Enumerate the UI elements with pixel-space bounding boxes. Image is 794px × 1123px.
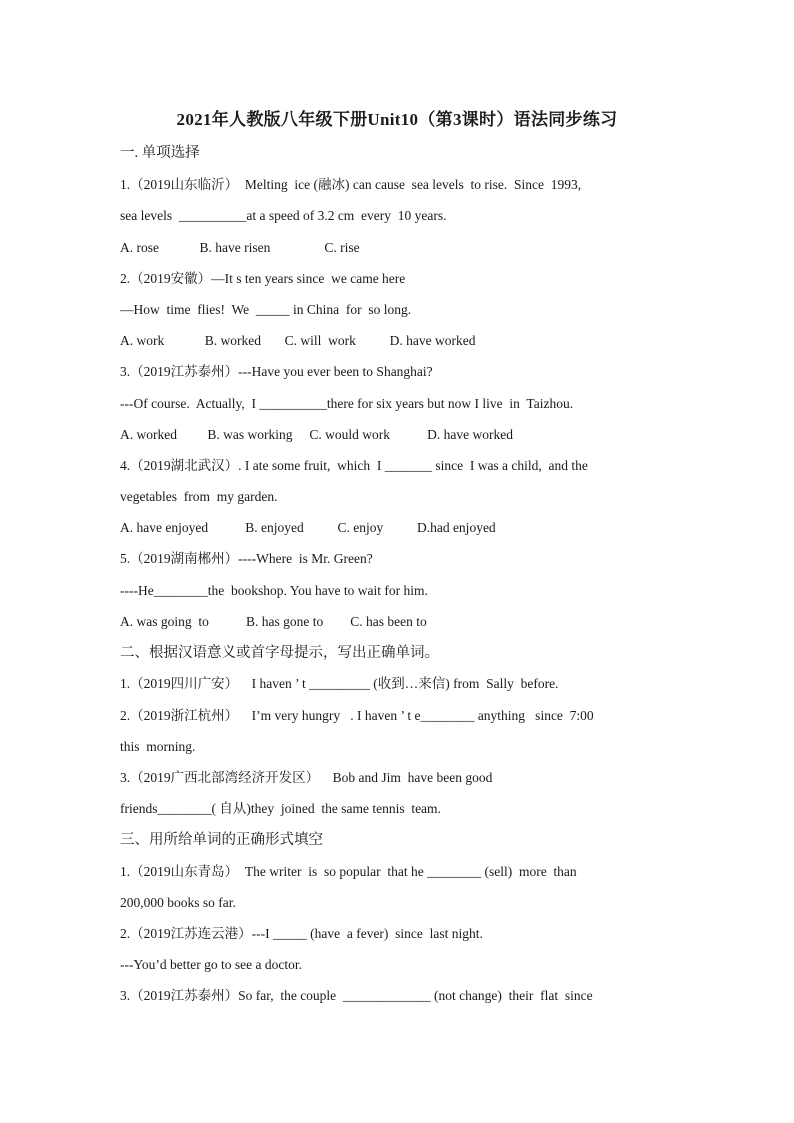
question-line: 1.（2019山东青岛） The writer is so popular that he ________ (sell) more than (120, 864, 577, 879)
question-line: 2.（2019江苏连云港）---I _____ (have a fever) since last night. (120, 926, 483, 941)
question-line: 200,000 books so far. (120, 895, 236, 910)
question-line: 3.（2019江苏泰州）---Have you ever been to Shanghai? (120, 364, 433, 379)
question-line: —How time flies! We _____ in China for so long. (120, 302, 412, 317)
question-line: 5.（2019湖南郴州）----Where is Mr. Green? (120, 551, 373, 566)
options-line: A. have enjoyed B. enjoyed C. enjoy D.had enjoyed (120, 520, 496, 535)
question-line: 4.（2019湖北武汉）. I ate some fruit, which I _______ since I was a child, and the (120, 458, 588, 473)
options-line: A. worked B. was working C. would work D. have worked (120, 427, 513, 442)
options-line: A. work B. worked C. will work D. have worked (120, 333, 476, 348)
question-line: sea levels __________at a speed of 3.2 cm every 10 years. (120, 208, 447, 223)
section-heading: 二、根据汉语意义或首字母提示，写出正确单词。 (120, 645, 439, 661)
question-line: 1.（2019山东临沂） Melting ice (融冰) can cause sea levels to rise. Since 1993, (120, 177, 582, 192)
question-line: ---You’d better go to see a doctor. (120, 957, 302, 972)
page-title: 2021年人教版八年级下册Unit10（第3课时）语法同步练习 (176, 110, 618, 129)
question-line: 1.（2019四川广安） I haven ’ t _________ (收到…来信) from Sally before. (120, 676, 559, 691)
question-line: friends________( 自从)they joined the same tennis team. (120, 801, 441, 816)
question-line: 3.（2019广西北部湾经济开发区） Bob and Jim have been good (120, 770, 493, 785)
question-line: 2.（2019浙江杭州） I’m very hungry . I haven ’ t e________ anything since 7:00 (120, 708, 594, 723)
question-line: ---Of course. Actually, I __________there for six years but now I live in Taizhou. (120, 396, 574, 411)
question-line: 2.（2019安徽）—It s ten years since we came here (120, 271, 406, 286)
section-heading: 一. 单项选择 (120, 145, 200, 161)
options-line: A. was going to B. has gone to C. has been to (120, 614, 427, 629)
question-line: 3.（2019江苏泰州）So far, the couple _____________ (not change) their flat since (120, 988, 593, 1003)
question-line: this morning. (120, 739, 196, 754)
options-line: A. rose B. have risen C. rise (120, 240, 360, 255)
question-line: ----He________the bookshop. You have to wait for him. (120, 583, 428, 598)
question-line: vegetables from my garden. (120, 489, 278, 504)
section-heading: 三、用所给单词的正确形式填空 (120, 832, 323, 848)
